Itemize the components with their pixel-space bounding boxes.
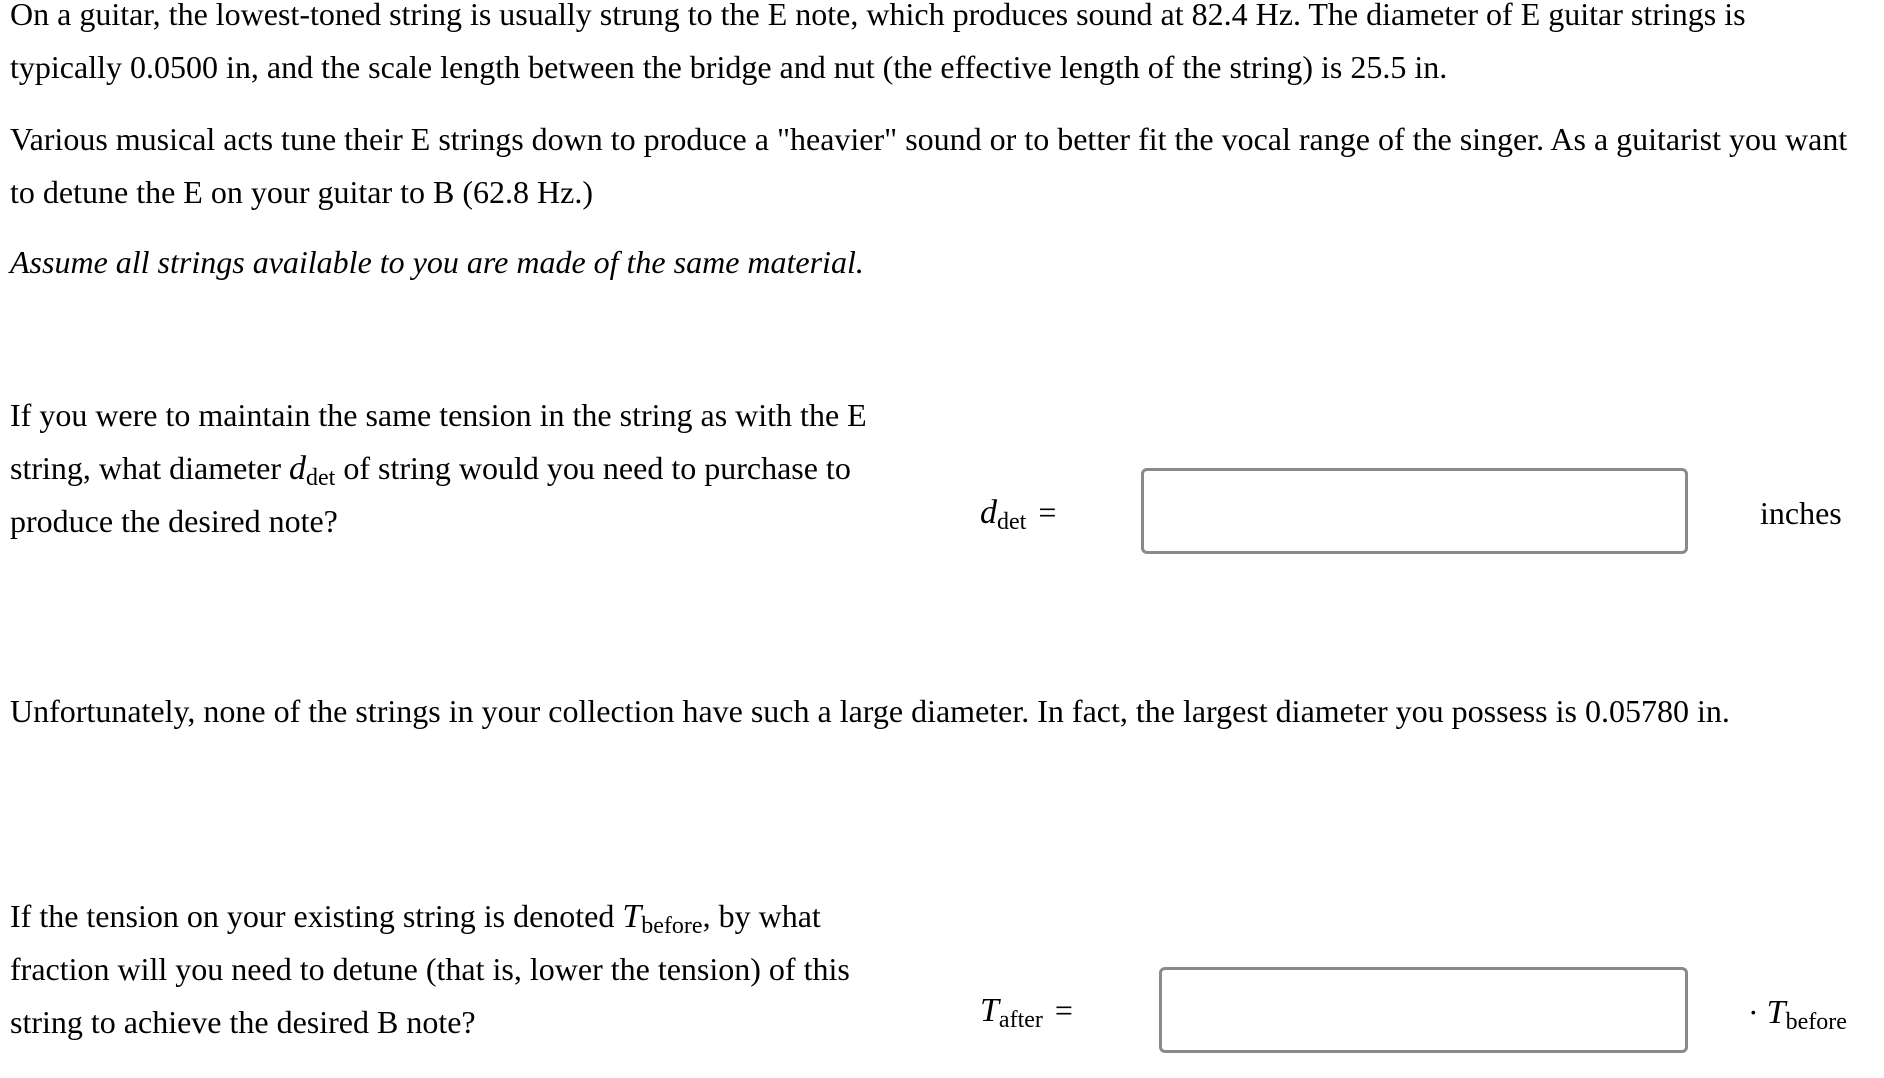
part1-question-variable: d <box>289 450 307 487</box>
part2-question <box>10 890 870 1049</box>
part2-unit-subscript: before <box>1785 1009 1847 1035</box>
part2-unit-variable: T <box>1766 994 1786 1031</box>
part1-question-text-end: of string would you need to purchase to produce the desired note? <box>10 450 851 539</box>
part2-question-text-start: If the tension on your existing string is denoted <box>10 898 623 934</box>
diameter-answer-input[interactable] <box>1141 468 1688 554</box>
part1-unit-label: inches <box>1760 495 1842 531</box>
tension-fraction-answer-input[interactable] <box>1159 967 1688 1053</box>
info-paragraph: Unfortunately, none of the strings in your collection have such a large diameter. In fact, the largest diameter you possess is 0.05780 in. <box>10 693 1730 729</box>
part2-question-subscript: before <box>641 913 703 939</box>
part1-question-subscript: det <box>306 465 336 491</box>
part2-question-text-end: , by what fraction will you need to detune (that is, lower the tension) of this string to achieve the desired B note? <box>10 898 850 1040</box>
part1-answer-label <box>980 494 1057 535</box>
part2-equals-sign: = <box>1054 992 1073 1028</box>
part1-label-subscript: det <box>997 509 1027 535</box>
intro-paragraph-2: Various musical acts tune their E strings down to produce a "heavier" sound or to better fit the vocal range of the singer. As a guitarist you want to detune the E on your guitar to B (62.8 Hz.) <box>10 121 1848 210</box>
part1-label-variable: d <box>980 494 997 531</box>
part1-question-text-start: If you were to maintain the same tension in the string as with the E string, what diameter <box>10 397 867 486</box>
part2-label-variable: T <box>980 992 999 1029</box>
part2-question-variable: T <box>622 898 642 935</box>
part2-unit-label <box>1748 994 1847 1035</box>
part1-equals-sign: = <box>1038 494 1057 530</box>
part2-label-subscript: after <box>998 1007 1043 1033</box>
part2-answer-label <box>980 992 1073 1033</box>
part2-unit-dot: · <box>1748 994 1767 1030</box>
intro-paragraph-1: On a guitar, the lowest-toned string is usually strung to the E note, which produces sound at 82.4 Hz. The diameter of E guitar strings is typically 0.0500 in, and the scale length between the bridge and nut (the effective length of the string) is 25.5 in. <box>10 0 1746 85</box>
part1-question <box>10 389 910 548</box>
assumption-note: Assume all strings available to you are made of the same material. <box>10 244 864 280</box>
